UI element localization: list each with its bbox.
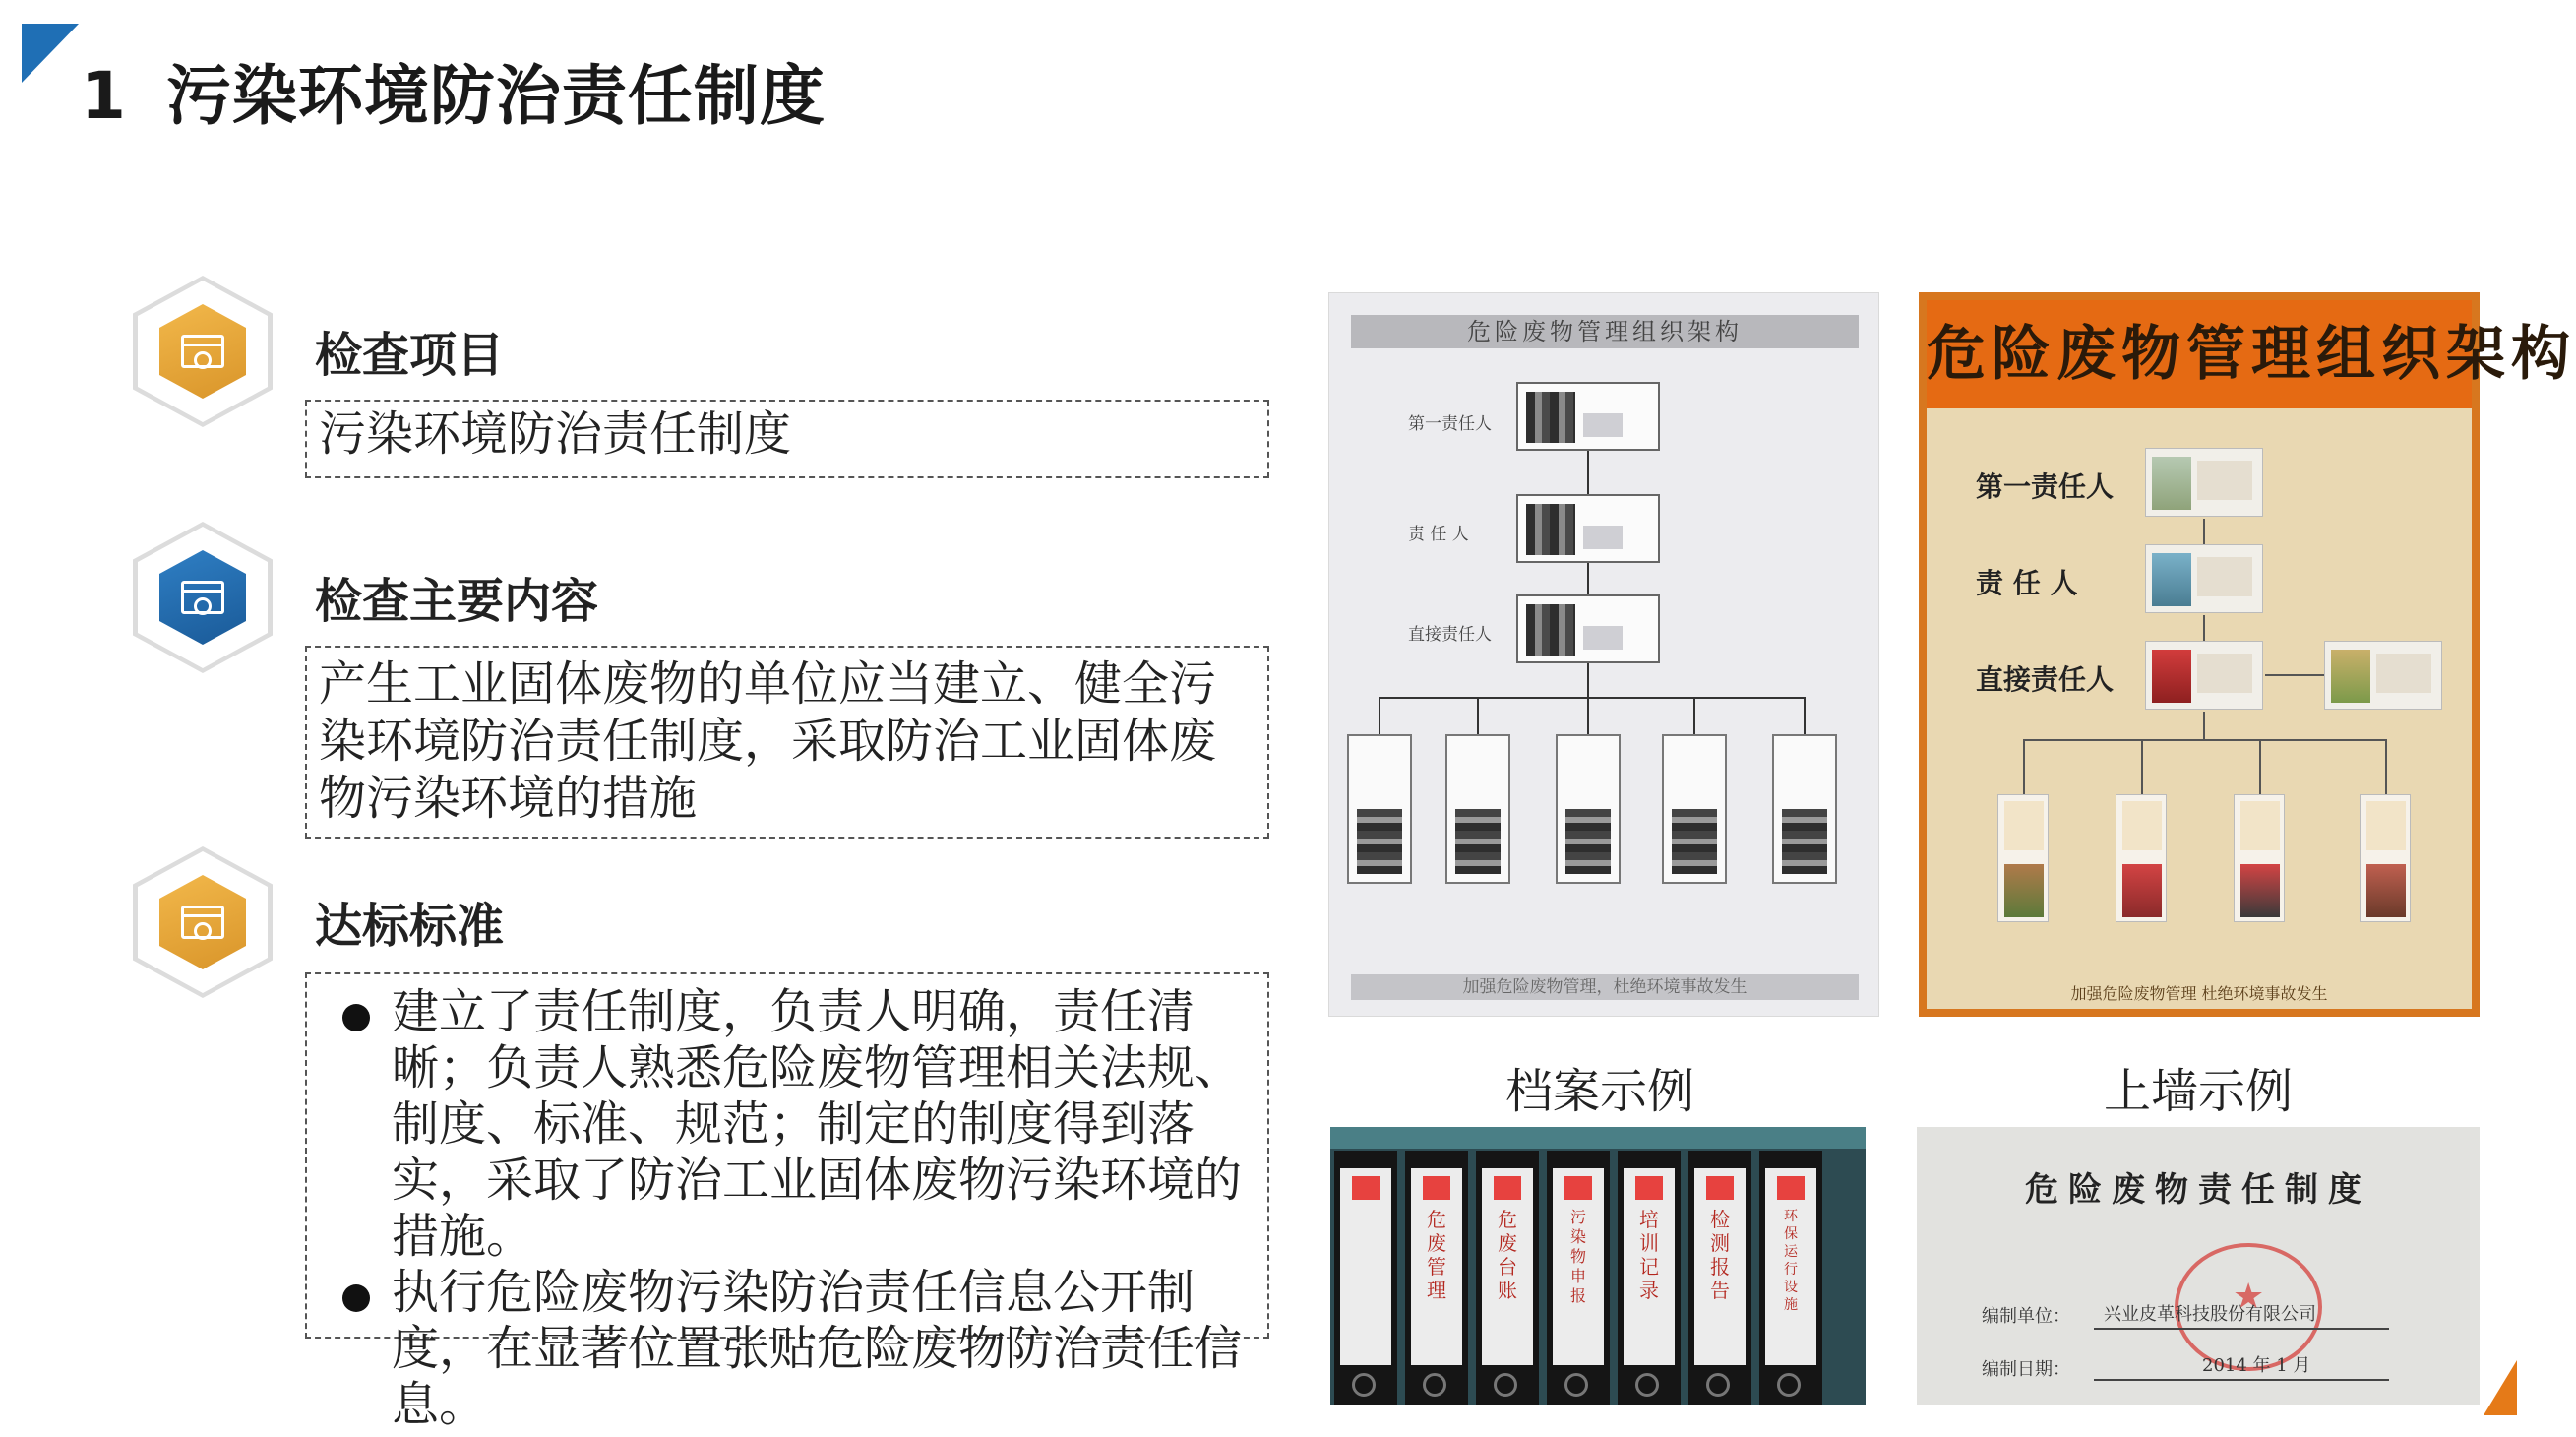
doc-date-value: 2014 年 1 月 — [2202, 1355, 2311, 1376]
archive-person-card — [1516, 494, 1660, 563]
archive-label-first: 第一责任人 — [1408, 414, 1492, 434]
caption-archive: 档案示例 — [1505, 1064, 1695, 1119]
binder — [1405, 1151, 1468, 1405]
title-number: 1 — [81, 58, 127, 134]
archive-staff-card — [1556, 734, 1621, 884]
list-item: 执行危险废物污染防治责任信息公开制度，在显著位置张贴危险废物防治责任信息。 — [319, 1265, 1256, 1433]
section2-body: 产生工业固体废物的单位应当建立、健全污染环境防治责任制度，采取防治工业固体废物污染环境的措施 — [319, 656, 1217, 826]
corner-triangle-mark — [22, 24, 79, 83]
archive-staff-card — [1347, 734, 1412, 884]
binders-photo — [1330, 1127, 1866, 1405]
page-corner-mark — [2484, 1360, 2517, 1415]
doc-date-label: 编制日期： — [1982, 1359, 2070, 1380]
wall-person-card — [2145, 641, 2263, 710]
doc-unit-value: 兴业皮革科技股份有限公司 — [2104, 1304, 2316, 1325]
section2-heading: 检查主要内容 — [315, 574, 599, 629]
binder-label: 危废台账 — [1498, 1208, 1517, 1302]
archive-label-direct: 直接责任人 — [1408, 625, 1492, 645]
wall-person-card — [2324, 641, 2442, 710]
binder — [1688, 1151, 1751, 1405]
caption-wall: 上墙示例 — [2104, 1064, 2294, 1119]
archive-label-resp: 责 任 人 — [1408, 525, 1469, 544]
binder-label: 污染物申报 — [1569, 1208, 1586, 1305]
wall-board-footer: 加强危险废物管理 杜绝环境事故发生 — [2070, 984, 2328, 1003]
binder — [1759, 1151, 1822, 1405]
document-title: 危险废物责任制度 — [2025, 1170, 2371, 1210]
binder-label: 检测报告 — [1710, 1208, 1730, 1302]
binder-label: 环保运行设施 — [1784, 1209, 1798, 1313]
section3-hex-badge — [133, 846, 273, 998]
title-text: 污染环境防治责任制度 — [165, 58, 826, 134]
wall-label-resp: 责 任 人 — [1976, 567, 2078, 599]
section2-hex-badge — [133, 522, 273, 673]
wall-person-card — [2145, 448, 2263, 517]
binder-label: 危废管理 — [1427, 1208, 1446, 1302]
window-gear-icon — [181, 581, 224, 614]
window-gear-icon — [181, 335, 224, 368]
wall-staff-card — [2234, 794, 2285, 922]
section1-heading: 检查项目 — [315, 328, 505, 383]
section3-heading: 达标标准 — [315, 899, 505, 954]
archive-person-card — [1516, 382, 1660, 451]
wall-staff-card — [2116, 794, 2167, 922]
section3-box — [305, 972, 1269, 1432]
binder-label: 培训记录 — [1639, 1208, 1659, 1302]
archive-chart-title: 危险废物管理组织架构 — [1351, 315, 1859, 348]
wall-staff-card — [1997, 794, 2049, 922]
section1-box — [305, 400, 1269, 478]
wall-board-title: 危险废物管理组织架构 — [1927, 300, 2472, 408]
wall-label-direct: 直接责任人 — [1976, 663, 2115, 696]
list-item: 建立了责任制度，负责人明确，责任清晰；负责人熟悉危险废物管理相关法规、制度、标准、规范；制定的制度得到落实，采取了防治工业固体废物污染环境的措施。 — [319, 984, 1256, 1265]
doc-unit-label: 编制单位： — [1982, 1306, 2070, 1327]
window-gear-icon — [181, 906, 224, 939]
wall-staff-card — [2360, 794, 2411, 922]
wall-board-photo — [1919, 292, 2576, 1017]
section1-body: 污染环境防治责任制度 — [319, 406, 792, 462]
archive-person-card — [1516, 594, 1660, 663]
binder — [1618, 1151, 1681, 1405]
wall-label-first: 第一责任人 — [1976, 470, 2115, 503]
archive-staff-card — [1445, 734, 1510, 884]
binder — [1476, 1151, 1539, 1405]
section1-hex-badge — [133, 276, 273, 427]
archive-chart-photo — [1328, 292, 1879, 1017]
section2-box — [305, 646, 1269, 839]
binder — [1547, 1151, 1610, 1405]
archive-staff-card — [1772, 734, 1837, 884]
page-title — [81, 43, 826, 137]
document-photo — [1917, 1127, 2480, 1405]
wall-person-card — [2145, 544, 2263, 613]
standards-list — [307, 974, 1267, 1437]
archive-staff-card — [1662, 734, 1727, 884]
archive-chart-footer: 加强危险废物管理，杜绝环境事故发生 — [1351, 974, 1859, 1000]
binder — [1334, 1151, 1397, 1405]
